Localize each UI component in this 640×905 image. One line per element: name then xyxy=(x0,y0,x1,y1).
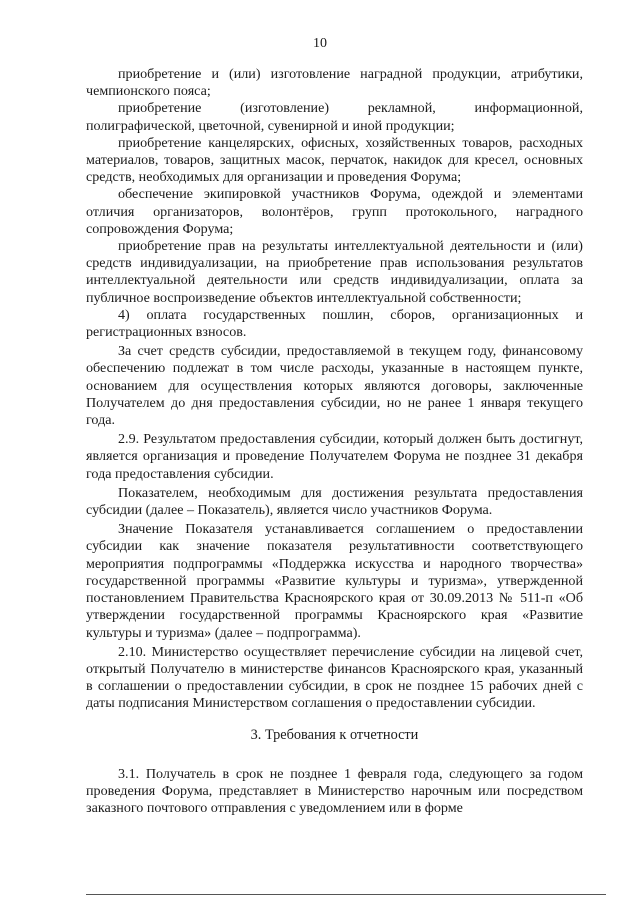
paragraph: обеспечение экипировкой участников Форума, одеждой и элементами отличия организаторов, волонтёров, групп протокольного, наградного сопровождения Форума; xyxy=(86,186,583,237)
paragraph: 4) оплата государственных пошлин, сборов, организационных и регистрационных взносов. xyxy=(86,306,583,341)
paragraph: Показателем, необходимым для достижения результата предоставления субсидии (далее – Показатель), является число участников Форума. xyxy=(86,484,583,519)
document-body xyxy=(86,66,583,817)
paragraph: 2.10. Министерство осуществляет перечисление субсидии на лицевой счет, открытый Получателю в министерстве финансов Красноярского края, указанный в соглашении о предоставлении субсидии, в срок не позднее 15 рабочих дней с даты подписания Министерством соглашения о предоставлении субсидии. xyxy=(86,643,583,712)
paragraph: приобретение и (или) изготовление наградной продукции, атрибутики, чемпионского пояса; xyxy=(86,66,583,100)
paragraph: приобретение канцелярских, офисных, хозяйственных товаров, расходных материалов, товаров, защитных масок, перчаток, накидок для кресел, основных средств, необходимых для организации и проведения Форума; xyxy=(86,134,583,186)
paragraph: За счет средств субсидии, предоставляемой в текущем году, финансовому обеспечению подлежат в том числе расходы, указанные в настоящем пункте, основанием для осуществления которых являются договоры, заключенные Получателем до дня предоставления субсидии, но не ранее 1 января текущего года. xyxy=(86,343,583,429)
paragraph: приобретение (изготовление) рекламной, информационной, полиграфической, цветочной, сувенирной и иной продукции; xyxy=(86,100,583,134)
page-number: 10 xyxy=(313,36,327,51)
paragraph: 2.9. Результатом предоставления субсидии, который должен быть достигнут, является организация и проведение Получателем Форума не позднее 31 декабря года предоставления субсидии. xyxy=(86,431,583,482)
paragraph: Значение Показателя устанавливается соглашением о предоставлении субсидии как значение показателя результативности соответствующего мероприятия подпрограммы «Поддержка искусства и народного творчества» государственной программы «Развитие культуры и туризма», утвержденной постановлением Правительства Красноярского края от 30.09.2013 № 511-п «Об утверждении государственной программы Красноярского края «Развитие культуры и туризма» (далее – подпрограмма). xyxy=(86,521,583,641)
paragraph: 3.1. Получатель в срок не позднее 1 февраля года, следующего за годом проведения Форума, представляет в Министерство нарочным или посредством заказного почтового отправления с уведомлением или в форме xyxy=(86,765,583,817)
section-heading: 3. Требования к отчетности xyxy=(250,726,419,743)
paragraph: приобретение прав на результаты интеллектуальной деятельности и (или) средств индивидуализации, на приобретение прав использования результатов интеллектуальной деятельности или средств индивидуализации, оплата за публичное воспроизведение объектов интеллектуальной собственности; xyxy=(86,238,583,306)
page-edge-line xyxy=(86,894,606,895)
